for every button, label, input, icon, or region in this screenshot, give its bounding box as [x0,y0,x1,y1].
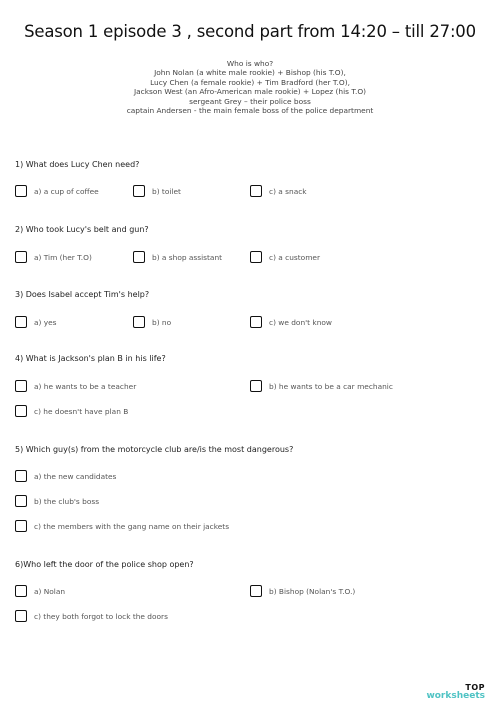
intro-block [0,59,500,115]
option-label: c) the members with the gang name on their jackets [34,521,230,531]
option-5c[interactable] [15,519,229,533]
option-label: c) a customer [269,252,320,262]
option-label: c) they both forgot to lock the doors [34,611,168,621]
option-label: b) toilet [152,186,181,196]
option-2a[interactable] [15,250,92,264]
checkbox[interactable] [15,405,27,417]
option-6c[interactable] [15,609,168,623]
option-5b[interactable] [15,494,99,508]
checkbox[interactable] [250,585,262,597]
option-label: a) Nolan [34,586,66,596]
checkbox[interactable] [15,585,27,597]
option-5a[interactable] [15,469,116,483]
option-label: a) a cup of coffee [34,186,99,196]
option-label: a) the new candidates [34,471,117,481]
option-label: b) a shop assistant [152,252,223,262]
option-label: b) he wants to be a car mechanic [269,381,393,391]
page-title: Season 1 episode 3 , second part from 14:20 – till 27:00 [24,22,476,41]
question-6: 6)Who left the door of the police shop open? [15,560,194,569]
option-1c[interactable] [250,184,307,198]
option-label: a) yes [34,317,57,327]
question-4: 4) What is Jackson's plan B in his life? [15,354,166,363]
option-label: a) Tim (her T.O) [34,252,92,262]
option-1a[interactable] [15,184,99,198]
intro-line: Who is who? [226,59,274,68]
checkbox[interactable] [250,251,262,263]
logo-top-text: TOP [465,683,485,692]
question-1: 1) What does Lucy Chen need? [15,160,140,169]
checkbox[interactable] [15,495,27,507]
checkbox[interactable] [15,610,27,622]
checkbox[interactable] [15,316,27,328]
option-2c[interactable] [250,250,320,264]
logo-bottom-text: worksheets [426,691,485,701]
intro-line: captain Andersen - the main female boss of the police department [126,106,374,116]
checkbox[interactable] [15,470,27,482]
option-1b[interactable] [133,184,181,198]
option-6b[interactable] [250,584,355,598]
question-2: 2) Who took Lucy's belt and gun? [15,225,149,234]
option-3a[interactable] [15,315,57,329]
topworksheets-logo [426,683,485,701]
option-6a[interactable] [15,584,65,598]
option-label: c) he doesn't have plan B [34,406,129,416]
checkbox[interactable] [250,380,262,392]
option-label: b) the club's boss [34,496,100,506]
checkbox[interactable] [133,251,145,263]
checkbox[interactable] [133,316,145,328]
option-4a[interactable] [15,379,136,393]
option-label: c) we don't know [269,317,332,327]
checkbox[interactable] [250,316,262,328]
option-label: c) a snack [269,186,307,196]
option-4b[interactable] [250,379,393,393]
intro-line: sergeant Grey – their police boss [189,96,311,106]
intro-line: Jackson West (an Afro-American male rookie) + Lopez (his T.O) [133,87,367,97]
option-3c[interactable] [250,315,332,329]
option-label: b) Bishop (Nolan's T.O.) [269,586,356,596]
checkbox[interactable] [15,520,27,532]
checkbox[interactable] [250,185,262,197]
intro-line: John Nolan (a white male rookie) + Bishop (his T.O), [154,68,346,78]
checkbox[interactable] [15,251,27,263]
option-label: b) no [152,317,172,327]
intro-line: Lucy Chen (a female rookie) + Tim Bradford (her T.O), [150,77,350,87]
checkbox[interactable] [15,380,27,392]
option-3b[interactable] [133,315,171,329]
option-label: a) he wants to be a teacher [34,381,137,391]
checkbox[interactable] [15,185,27,197]
question-3: 3) Does Isabel accept Tim's help? [15,290,150,299]
question-5: 5) Which guy(s) from the motorcycle club are/is the most dangerous? [15,445,294,454]
option-2b[interactable] [133,250,222,264]
checkbox[interactable] [133,185,145,197]
option-4c[interactable] [15,404,128,418]
